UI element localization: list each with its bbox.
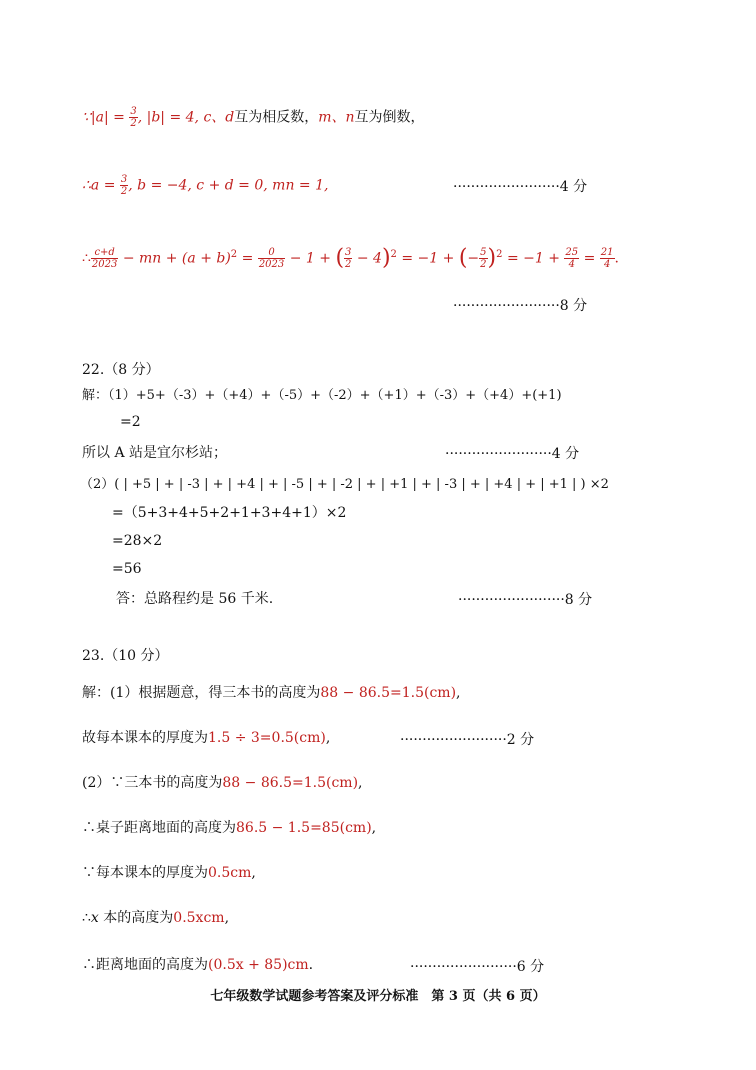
given-abs: ∵|a| = <box>82 109 125 126</box>
q22-score-4: ························4 分 <box>445 446 580 462</box>
q22-score-8: ························8 分 <box>458 592 593 608</box>
q23-line3: (2）∵三本书的高度为88 − 86.5=1.5(cm), <box>82 775 363 791</box>
q22-line2: =2 <box>120 414 141 430</box>
page-footer: 七年级数学试题参考答案及评分标准 第 3 页（共 6 页） <box>210 989 546 1004</box>
fraction-cd-2023: $\frac{c+d}{2023}$ <box>91 247 118 271</box>
q22-title: 22.（8 分） <box>82 362 160 378</box>
q23-title: 23.（10 分） <box>82 648 169 664</box>
line-calc: ∴ $\frac{c+d}{2023}$ − mn + $(a + b)^2$ = $\frac{0}{2023}$ − 1 + ( $\frac{3}{2}$ − 4)$^2$ = −1 + (− $\frac{5}{2}$ )$^2$ = −1 + $\frac{25}{4}$ = $\frac{21}{4}$ . <box>82 245 619 271</box>
q23-line5: ∵每本课本的厚度为0.5cm, <box>82 865 256 881</box>
q23-score-6: ························6 分 <box>410 959 545 975</box>
fraction-3-2-b: $\frac{3}{2}$ <box>345 247 352 271</box>
q22-line6: =28×2 <box>112 533 163 549</box>
line-given: ∵|a| = $\frac{3}{2}$ , |b| = 4, c、d互为相反数，m、n互为倒数， <box>82 106 425 129</box>
fraction-21-4: $\frac{21}{4}$ <box>600 247 614 271</box>
score-4: ························4 分 <box>453 179 588 195</box>
q22-line1: 解：（1）+5+（-3）+（+4）+（-5）+（-2）+（+1）+（-3）+（+4）+(+1) <box>82 388 562 403</box>
q22-line5: =（5+3+4+5+2+1+3+4+1）×2 <box>112 505 347 521</box>
q22-line4: （2）( | +5 | + | -3 | + | +4 | + | -5 | + | -2 | + | +1 | + | -3 | + | +4 | + | +1 | ) ×2 <box>80 477 609 492</box>
q23-line6: ∴x 本的高度为0.5xcm, <box>82 910 230 926</box>
q23-line7: ∴距离地面的高度为(0.5x + 85)cm. <box>82 957 314 973</box>
q22-answer: 答：总路程约是 56 千米. <box>116 591 274 607</box>
fraction-0-2023: $\frac{0}{2023}$ <box>258 247 285 271</box>
line-values: ∴a = $\frac{3}{2}$ , b = −4, c + d = 0, mn = 1, <box>82 174 329 197</box>
fraction-25-4: $\frac{25}{4}$ <box>565 247 579 271</box>
q22-line7: =56 <box>112 561 142 577</box>
fraction-three-halves: $\frac{3}{2}$ <box>130 106 137 129</box>
q23-line4: ∴桌子距离地面的高度为86.5 − 1.5=85(cm), <box>82 820 377 836</box>
q23-line2: 故每本课本的厚度为1.5 ÷ 3=0.5(cm), <box>82 730 331 746</box>
fraction-5-2: $\frac{5}{2}$ <box>480 247 487 271</box>
q22-line3: 所以 A 站是宜尔杉站； <box>82 445 228 461</box>
q23-line1: 解：(1）根据题意，得三本书的高度为88 − 86.5=1.5(cm), <box>82 685 461 701</box>
score-8: ························8 分 <box>453 298 588 314</box>
fraction-three-halves-2: $\frac{3}{2}$ <box>120 174 128 197</box>
q23-score-2: ························2 分 <box>400 732 535 748</box>
